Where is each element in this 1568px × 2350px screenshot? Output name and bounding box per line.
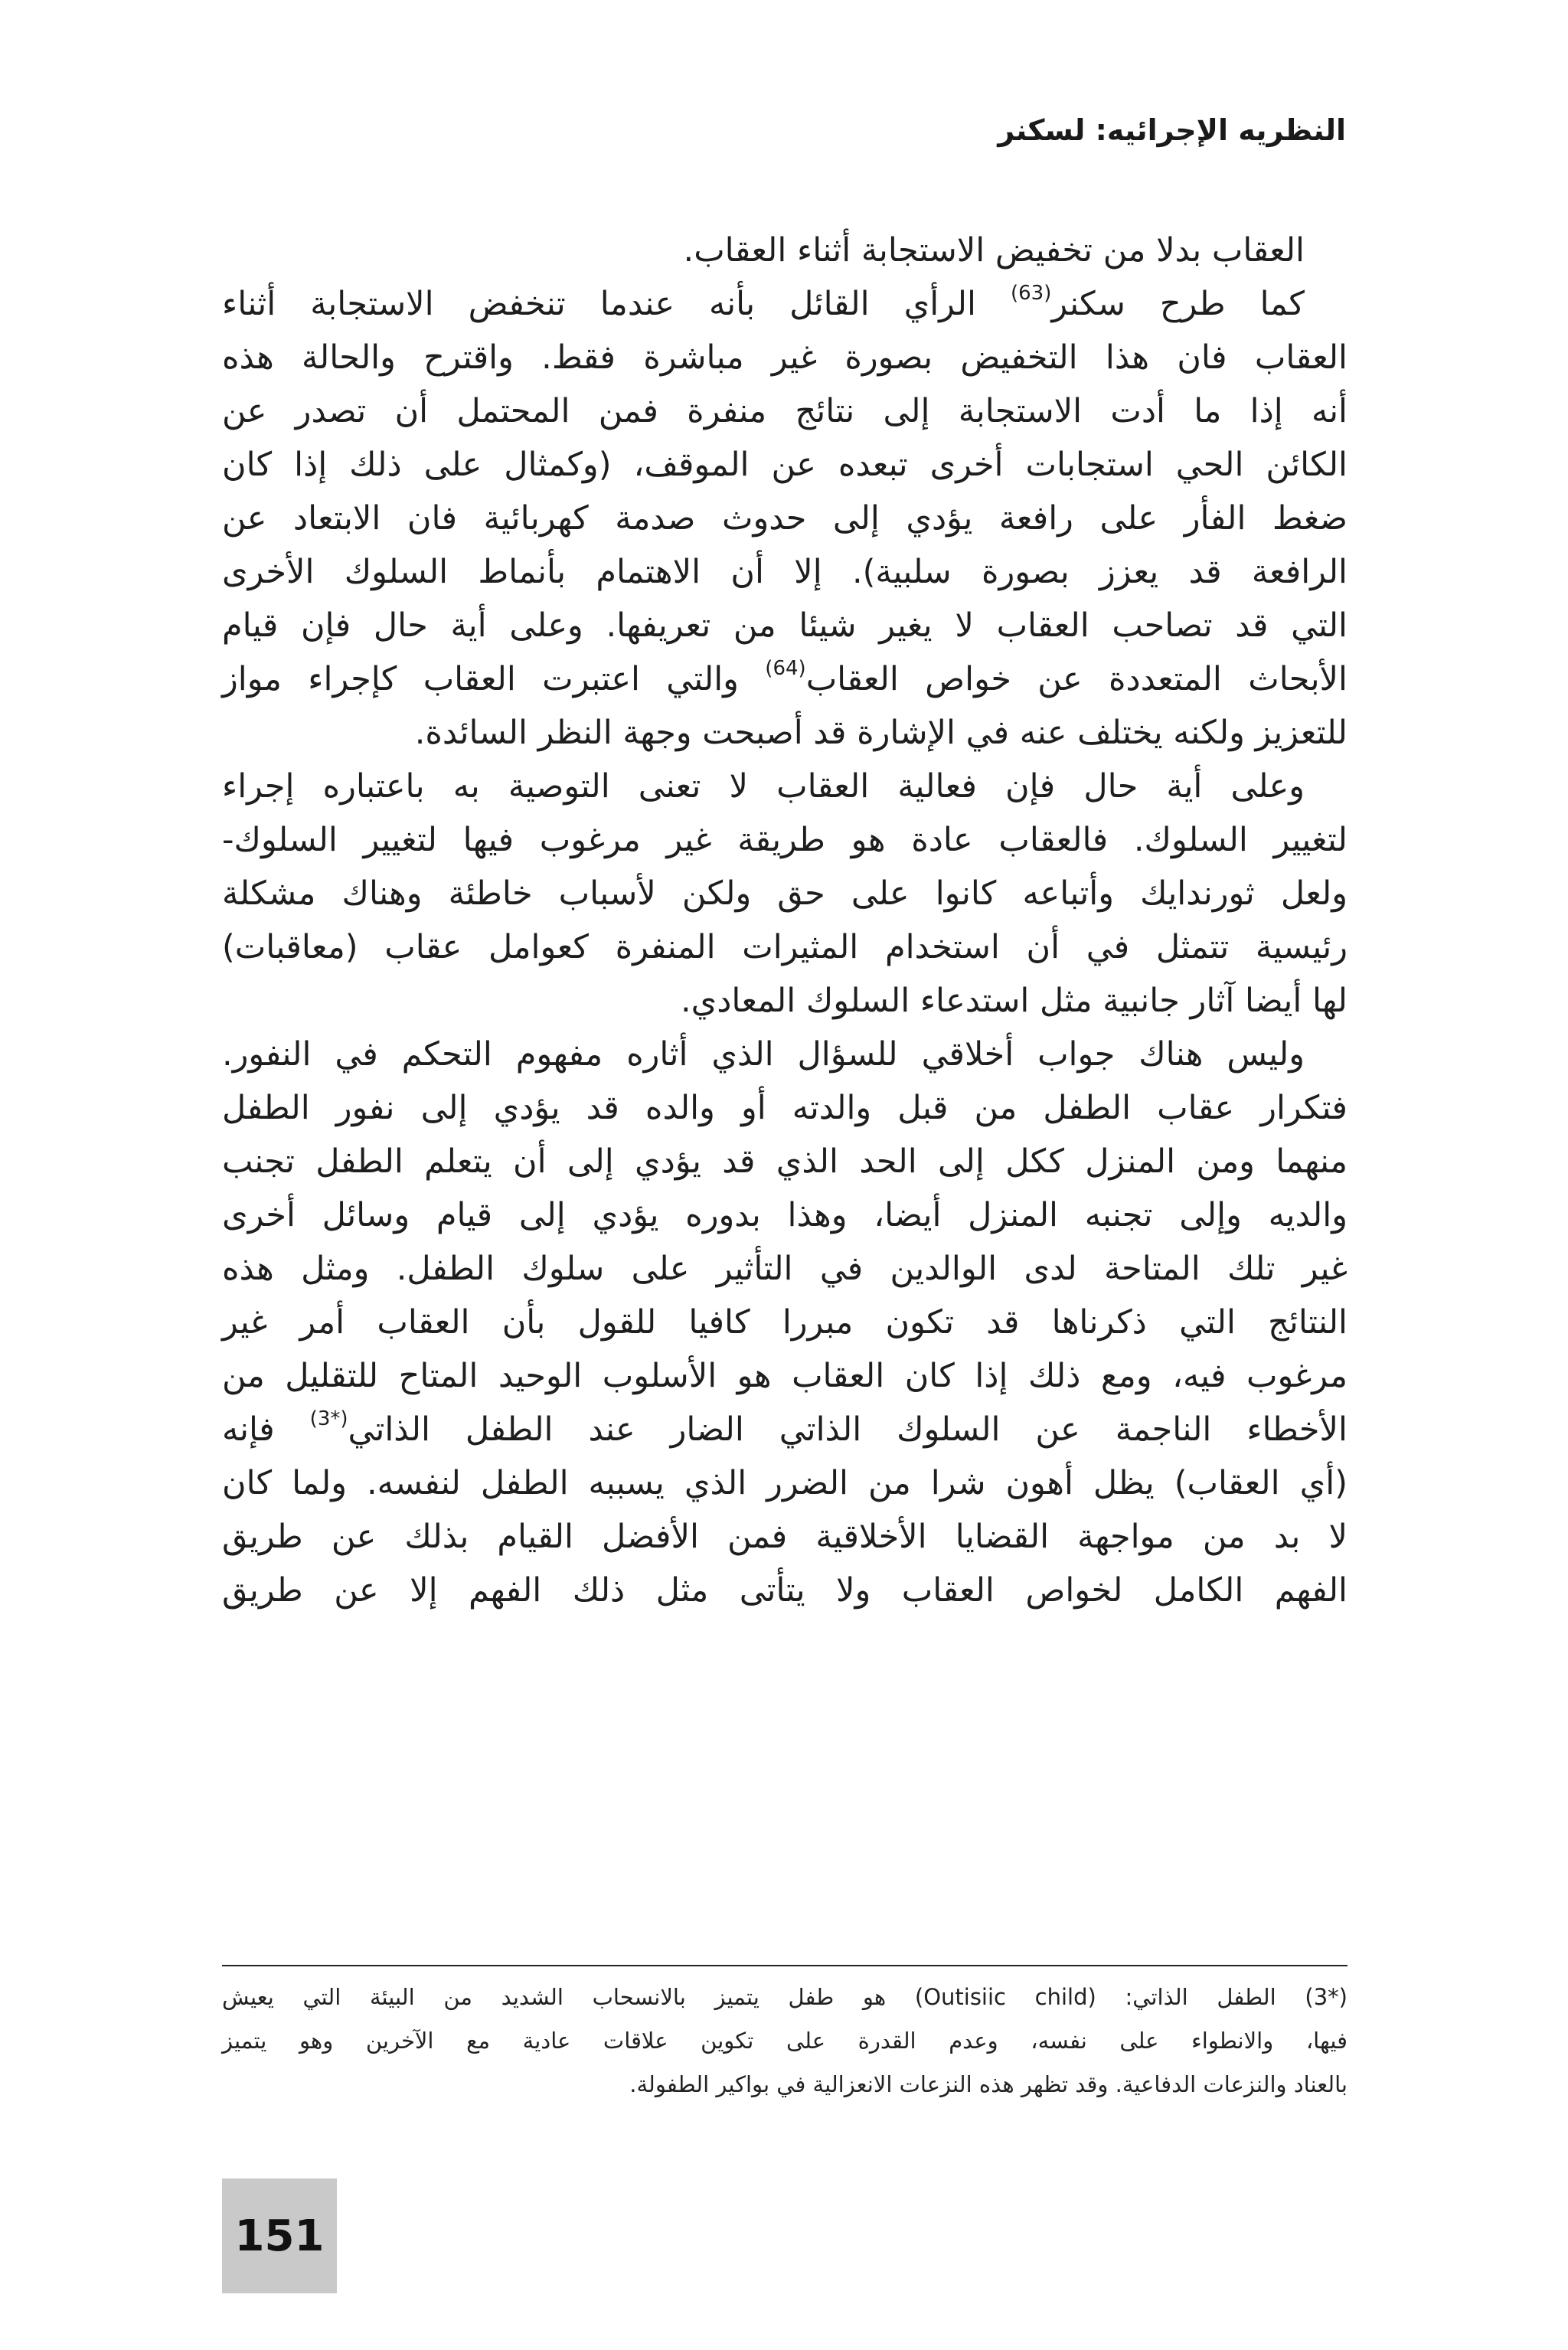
text-run: أنه إذا ما أدت الاستجابة إلى نتائج منفرة فمن المحتمل أن تصدر عن <box>222 392 1348 430</box>
text-run: الرافعة قد يعزز بصورة سلبية). إلا أن الاهتمام بأنماط السلوك الأخرى <box>222 553 1348 591</box>
text-run: الكائن الحي استجابات أخرى تبعده عن الموقف، (وكمثال على ذلك إذا كان <box>222 446 1348 484</box>
text-run: كما طرح سكنر <box>1051 285 1305 323</box>
footnote-line: فيها، والانطواء على نفسه، وعدم القدرة على تكوين علاقات عادية مع الآخرين وهو يتميز <box>222 2028 1348 2054</box>
paragraph-line <box>222 1349 1348 1403</box>
paragraph-line <box>222 706 1348 760</box>
text-run: غير تلك المتاحة لدى الوالدين في التأثير على سلوك الطفل. ومثل هذه <box>222 1250 1348 1288</box>
running-title: النظريه الإجرائيه: لسكنر <box>998 113 1346 147</box>
footnote-separator <box>222 1965 1348 1966</box>
page-number-box <box>222 2178 337 2293</box>
paragraph-line <box>222 224 1348 277</box>
text-run: العقاب بدلا من تخفيض الاستجابة أثناء العقاب. <box>683 231 1305 270</box>
text-run: والتي اعتبرت العقاب كإجراء مواز <box>222 660 739 698</box>
paragraph-line <box>222 867 1348 920</box>
footnote-line: بالعناد والنزعات الدفاعية. وقد تظهر هذه النزعات الانعزالية في بواكير الطفولة. <box>629 2071 1348 2097</box>
paragraph-line <box>222 438 1348 492</box>
text-run: ضغط الفأر على رافعة يؤدي إلى حدوث صدمة كهربائية فان الابتعاد عن <box>222 499 1348 538</box>
paragraph-line <box>222 813 1348 867</box>
body-text <box>222 224 1348 1617</box>
text-run: رئيسية تتمثل في أن استخدام المثيرات المنفرة كعوامل عقاب (معاقبات) <box>222 928 1348 966</box>
paragraph-line <box>222 599 1348 652</box>
paragraph-line <box>222 1403 1348 1456</box>
text-run: الفهم الكامل لخواص العقاب ولا يتأتى مثل ذلك الفهم إلا عن طريق <box>222 1571 1348 1610</box>
text-run: (أي العقاب) يظل أهون شرا من الضرر الذي يسببه الطفل لنفسه. ولما كان <box>222 1464 1348 1502</box>
paragraph-line <box>222 545 1348 599</box>
paragraph-line <box>222 760 1348 813</box>
text-run: وعلى أية حال فإن فعالية العقاب لا تعنى التوصية به باعتباره إجراء <box>222 767 1305 806</box>
paragraph-line <box>222 1188 1348 1242</box>
footnote <box>222 1976 1348 2107</box>
paragraph-line <box>222 1510 1348 1564</box>
paragraph-line <box>222 1028 1348 1081</box>
paragraph-line <box>222 277 1348 331</box>
text-run: ولعل ثورندايك وأتباعه كانوا على حق ولكن لأسباب خاطئة وهناك مشكلة <box>222 874 1348 913</box>
paragraph-line <box>222 1081 1348 1135</box>
text-run: للتعزيز ولكنه يختلف عنه في الإشارة قد أصبحت وجهة النظر السائدة. <box>414 714 1348 752</box>
text-run: الأبحاث المتعددة عن خواص العقاب <box>805 660 1348 698</box>
paragraph-line <box>222 1242 1348 1296</box>
text-run: منهما ومن المنزل ككل إلى الحد الذي قد يؤدي إلى أن يتعلم الطفل تجنب <box>222 1142 1348 1181</box>
paragraph-line <box>222 492 1348 545</box>
text-run: مرغوب فيه، ومع ذلك إذا كان العقاب هو الأسلوب الوحيد المتاح للتقليل من <box>222 1357 1348 1395</box>
paragraph-line <box>222 652 1348 706</box>
footnote-ref: (64) <box>765 657 806 680</box>
text-run: فإنه <box>222 1410 275 1449</box>
text-run: فتكرار عقاب الطفل من قبل والدته أو والده قد يؤدي إلى نفور الطفل <box>222 1089 1348 1127</box>
text-run: التي قد تصاحب العقاب لا يغير شيئا من تعريفها. وعلى أية حال فإن قيام <box>222 606 1348 645</box>
text-run: لها أيضا آثار جانبية مثل استدعاء السلوك المعادي. <box>680 982 1348 1020</box>
text-run: النتائج التي ذكرناها قد تكون مبررا كافيا للقول بأن العقاب أمر غير <box>222 1303 1348 1342</box>
text-run: العقاب فان هذا التخفيض بصورة غير مباشرة فقط. واقترح والحالة هذه <box>222 338 1348 377</box>
page-number: 151 <box>234 2211 325 2261</box>
paragraph-line <box>222 1564 1348 1617</box>
paragraph-line <box>222 1296 1348 1349</box>
text-run: والديه وإلى تجنبه المنزل أيضا، وهذا بدوره يؤدي إلى قيام وسائل أخرى <box>222 1196 1348 1234</box>
footnote-line: (*3) الطفل الذاتي: (Outisiic child) هو طفل يتميز بالانسحاب الشديد من البيئة التي يعيش <box>222 1984 1348 2010</box>
text-run: الأخطاء الناجمة عن السلوك الذاتي الضار عند الطفل الذاتي <box>348 1410 1348 1449</box>
text-run: الرأي القائل بأنه عندما تنخفض الاستجابة أثناء <box>222 285 976 323</box>
text-run: لتغيير السلوك. فالعقاب عادة هو طريقة غير مرغوب فيها لتغيير السلوك- <box>222 821 1348 859</box>
footnote-ref: (*3) <box>309 1407 348 1430</box>
text-run: لا بد من مواجهة القضايا الأخلاقية فمن الأفضل القيام بذلك عن طريق <box>222 1518 1348 1556</box>
paragraph-line <box>222 974 1348 1028</box>
paragraph-line <box>222 1135 1348 1188</box>
footnote-ref: (63) <box>1010 282 1052 305</box>
text-run: وليس هناك جواب أخلاقي للسؤال الذي أثاره مفهوم التحكم في النفور. <box>222 1035 1305 1074</box>
paragraph-line <box>222 384 1348 438</box>
paragraph-line <box>222 920 1348 974</box>
paragraph-line <box>222 1456 1348 1510</box>
paragraph-line <box>222 331 1348 384</box>
